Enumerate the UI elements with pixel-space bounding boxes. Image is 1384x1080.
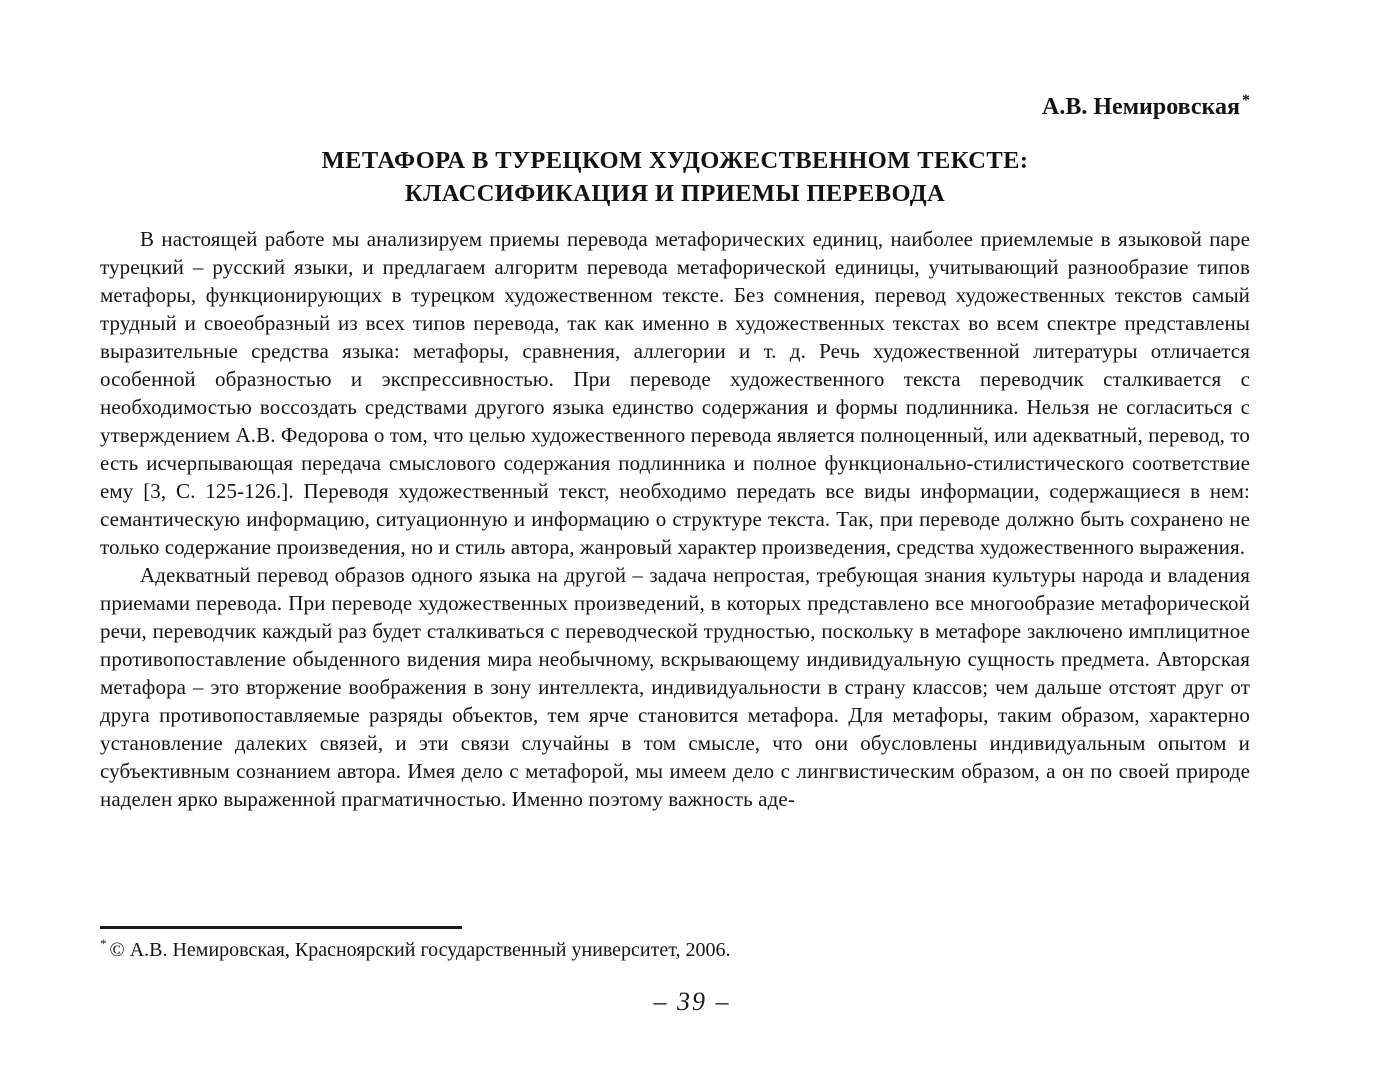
page-number: – 39 – bbox=[653, 987, 731, 1016]
title-line-1: МЕТАФОРА В ТУРЕЦКОМ ХУДОЖЕСТВЕННОМ ТЕКСТЕ: bbox=[321, 147, 1029, 174]
footnote-line bbox=[100, 938, 1250, 963]
page-title bbox=[100, 144, 1250, 210]
title-line-2: КЛАССИФИКАЦИЯ И ПРИЕМЫ ПЕРЕВОДА bbox=[404, 180, 946, 207]
author-name: А.В. Немировская bbox=[1042, 94, 1240, 120]
footnote-text: © А.В. Немировская, Красноярский государственный университет, 2006. bbox=[109, 939, 731, 961]
footnote-separator bbox=[100, 926, 462, 929]
footnote-area bbox=[100, 926, 1250, 963]
author-line bbox=[100, 92, 1250, 122]
paragraph-1: В настоящей работе мы анализируем приемы перевода метафорических единиц, наиболее приемлемые в языковой паре турецкий – русский языки, и предлагаем алгоритм перевода метафорической единицы, учитывающий разнообразие типов метафоры, функционирующих в турецком художественном тексте. Без сомнения, перевод художественных текстов самый трудный и своеобразный из всех типов перевода, так как именно в художественных текстах во всем спектре представлены выразительные средства языка: метафоры, сравнения, аллегории и т. д. Речь художественной литературы отличается особенной образностью и экспрессивностью. При переводе художественного текста переводчик сталкивается с необходимостью воссоздать средствами другого языка единство содержания и формы подлинника. Нельзя не согласиться с утверждением А.В. Федорова о том, что целью художественного перевода является полноценный, или адекватный, перевод, то есть исчерпывающая передача смыслового содержания подлинника и полное функционально-стилистического соответствие ему [3, С. 125-126.]. Переводя художественный текст, необходимо передать все виды информации, содержащиеся в нем: семантическую информацию, ситуационную и информацию о структуре текста. Так, при переводе должно быть сохранено не только содержание произведения, но и стиль автора, жанровый характер произведения, средства художественного выражения. bbox=[100, 227, 1250, 559]
paragraph-2: Адекватный перевод образов одного языка на другой – задача непростая, требующая знания культуры народа и владения приемами перевода. При переводе художественных произведений, в которых представлено все многообразие метафорической речи, переводчик каждый раз будет сталкиваться с переводческой трудностью, поскольку в метафоре заключено имплицитное противопоставление обыденного видения мира необычному, вскрывающему индивидуальную сущность предмета. Авторская метафора – это вторжение воображения в зону интеллекта, индивидуальности в страну классов; чем дальше отстоят друг от друга противопоставляемые разряды объектов, тем ярче становится метафора. Для метафоры, таким образом, характерно установление далеких связей, и эти связи случайны в том смысле, что они обусловлены индивидуальным опытом и субъективным сознанием автора. Имея дело с метафорой, мы имеем дело с лингвистическим образом, а он по своей природе наделен ярко выраженной прагматичностью. Именно поэтому важность аде- bbox=[100, 563, 1250, 811]
footnote-mark: * bbox=[100, 936, 107, 952]
article-body bbox=[100, 225, 1250, 813]
author-footnote-mark: * bbox=[1242, 92, 1250, 109]
